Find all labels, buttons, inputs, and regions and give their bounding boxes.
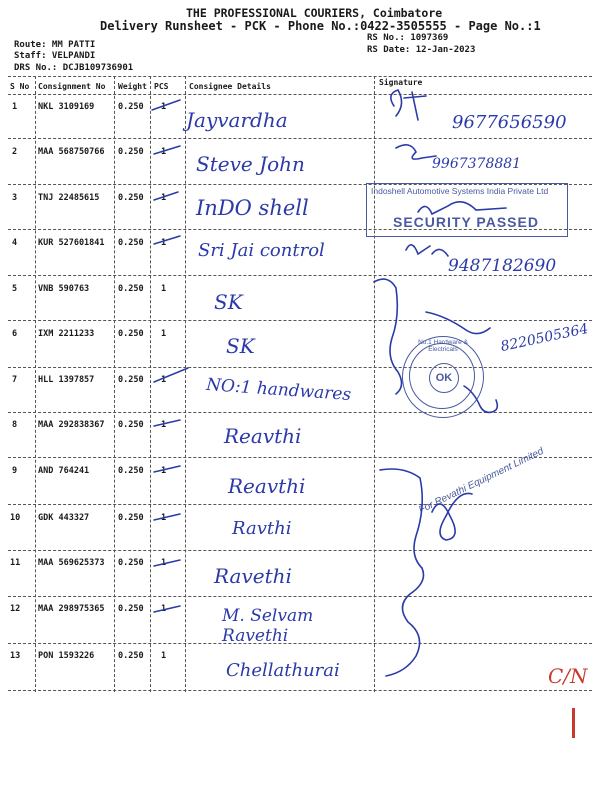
- row-weight: 0.250: [118, 238, 144, 248]
- phone-handwriting: 9967378881: [432, 156, 522, 172]
- row-consignment: MAA 568750766: [38, 147, 105, 157]
- row-weight: 0.250: [118, 147, 144, 157]
- signature-3: [418, 202, 506, 214]
- row-sno: 6: [12, 329, 18, 339]
- signature-strokes: [366, 76, 600, 692]
- row-sno: 9: [12, 466, 18, 476]
- row-weight: 0.250: [118, 193, 144, 203]
- drs-number: DRS No.: DCJB109736901: [14, 63, 134, 73]
- consignee-handwriting: Jayvardha: [186, 108, 288, 132]
- row-pcs: 1: [161, 238, 167, 248]
- row-sno: 3: [12, 193, 18, 203]
- tick-marks: [140, 96, 200, 676]
- row-consignment: NKL 3109169: [38, 102, 95, 112]
- staff: Staff: VELPANDI: [14, 51, 96, 61]
- row-consignment: MAA 292838367: [38, 420, 105, 430]
- phone-handwriting: 8220505364: [499, 320, 590, 356]
- consignee-handwriting: SK: [214, 290, 243, 314]
- indoshell-stamp-company: Indoshell Automotive Systems India Private Ltd: [371, 186, 549, 196]
- row-pcs: 1: [161, 193, 167, 203]
- row-sno: 2: [12, 147, 18, 157]
- consignee-handwriting: M. Selvam Ravethi: [222, 606, 314, 646]
- runsheet-title: Delivery Runsheet - PCK - Phone No.:0422-3505555 - Page No.:1: [100, 19, 541, 33]
- row-consignment: VNB 590763: [38, 284, 90, 294]
- row-consignment: HLL 1397857: [38, 375, 95, 385]
- rs-number: RS No.: 1097369: [367, 33, 449, 43]
- row-consignment: PON 1593226: [38, 651, 95, 661]
- row-pcs: 1: [161, 513, 167, 523]
- row-sno: 13: [10, 651, 21, 661]
- row-weight: 0.250: [118, 375, 144, 385]
- col-consignee: Consignee Details: [189, 82, 271, 91]
- col-signature: Signature: [379, 78, 423, 87]
- signature-4: [406, 245, 448, 256]
- row-consignment: KUR 527601841: [38, 238, 105, 248]
- row-sno: 1: [12, 102, 18, 112]
- consignee-handwriting: Ravthi: [232, 518, 292, 539]
- consignee-handwriting: Reavthi: [224, 424, 302, 448]
- phone-handwriting: 9487182690: [448, 256, 557, 276]
- row-weight: 0.250: [118, 420, 144, 430]
- row-sno: 4: [12, 238, 18, 248]
- row-pcs: 1: [161, 604, 167, 614]
- bracket-revathi: [380, 469, 424, 676]
- phone-handwriting: 9677656590: [452, 112, 567, 133]
- cn-annotation: C/N: [548, 664, 588, 688]
- row-sno: 12: [10, 604, 21, 614]
- stamp-center: OK: [429, 363, 459, 393]
- consignee-handwriting: Chellathurai: [226, 660, 340, 681]
- row-pcs: 1: [161, 329, 167, 339]
- rs-date: RS Date: 12-Jan-2023: [367, 45, 476, 55]
- consignee-handwriting: Sri Jai control: [198, 240, 325, 261]
- col-divider: [114, 76, 115, 692]
- row-weight: 0.250: [118, 604, 144, 614]
- row-consignment: AND 764241: [38, 466, 90, 476]
- stamp-ring-text: No.1 Hardware & Electricals: [418, 339, 468, 353]
- row-pcs: 1: [161, 284, 167, 294]
- row-sno: 7: [12, 375, 18, 385]
- revathi-stamp: For Revathi Equipment Limited: [417, 445, 546, 516]
- row-sno: 10: [10, 513, 21, 523]
- col-pcs: PCS: [154, 82, 169, 91]
- row-weight: 0.250: [118, 558, 144, 568]
- row-weight: 0.250: [118, 329, 144, 339]
- col-sno: S No: [10, 82, 30, 91]
- row-weight: 0.250: [118, 651, 144, 661]
- row-pcs: 1: [161, 147, 167, 157]
- row-pcs: 1: [161, 558, 167, 568]
- consignee-handwriting: SK: [226, 334, 255, 358]
- row-weight: 0.250: [118, 102, 144, 112]
- red-mark: [572, 708, 575, 738]
- consignee-handwriting: InDO shell: [196, 196, 309, 220]
- row-pcs: 1: [161, 420, 167, 430]
- route: Route: MM PATTI: [14, 40, 96, 50]
- row-weight: 0.250: [118, 513, 144, 523]
- row-consignment: MAA 298975365: [38, 604, 105, 614]
- row-consignment: MAA 569625373: [38, 558, 105, 568]
- row-weight: 0.250: [118, 284, 144, 294]
- col-divider: [35, 76, 36, 692]
- row-weight: 0.250: [118, 466, 144, 476]
- row-consignment: IXM 2211233: [38, 329, 95, 339]
- signature-7: [432, 493, 472, 540]
- row-sno: 8: [12, 420, 18, 430]
- bracket-sk: [374, 279, 402, 394]
- col-consignment: Consignment No: [38, 82, 106, 91]
- row-sno: 11: [10, 558, 21, 568]
- row-consignment: TNJ 22485615: [38, 193, 100, 203]
- company-name: THE PROFESSIONAL COURIERS, Coimbatore: [186, 6, 443, 20]
- signature-6: [464, 386, 497, 412]
- security-passed-text: SECURITY PASSED: [393, 214, 539, 230]
- row-pcs: 1: [161, 102, 167, 112]
- consignee-handwriting: NO:1 handwares: [205, 374, 352, 406]
- consignee-handwriting: Ravethi: [214, 564, 292, 588]
- row-pcs: 1: [161, 651, 167, 661]
- consignee-handwriting: Steve John: [196, 152, 305, 176]
- signature-2: [396, 145, 436, 159]
- signature-5: [426, 312, 490, 334]
- consignee-handwriting: Reavthi: [228, 474, 306, 498]
- row-pcs: 1: [161, 466, 167, 476]
- row-consignment: GDK 443327: [38, 513, 90, 523]
- row-sno: 5: [12, 284, 18, 294]
- signature-1: [391, 90, 426, 120]
- row-pcs: 1: [161, 375, 167, 385]
- col-weight: Weight: [118, 82, 147, 91]
